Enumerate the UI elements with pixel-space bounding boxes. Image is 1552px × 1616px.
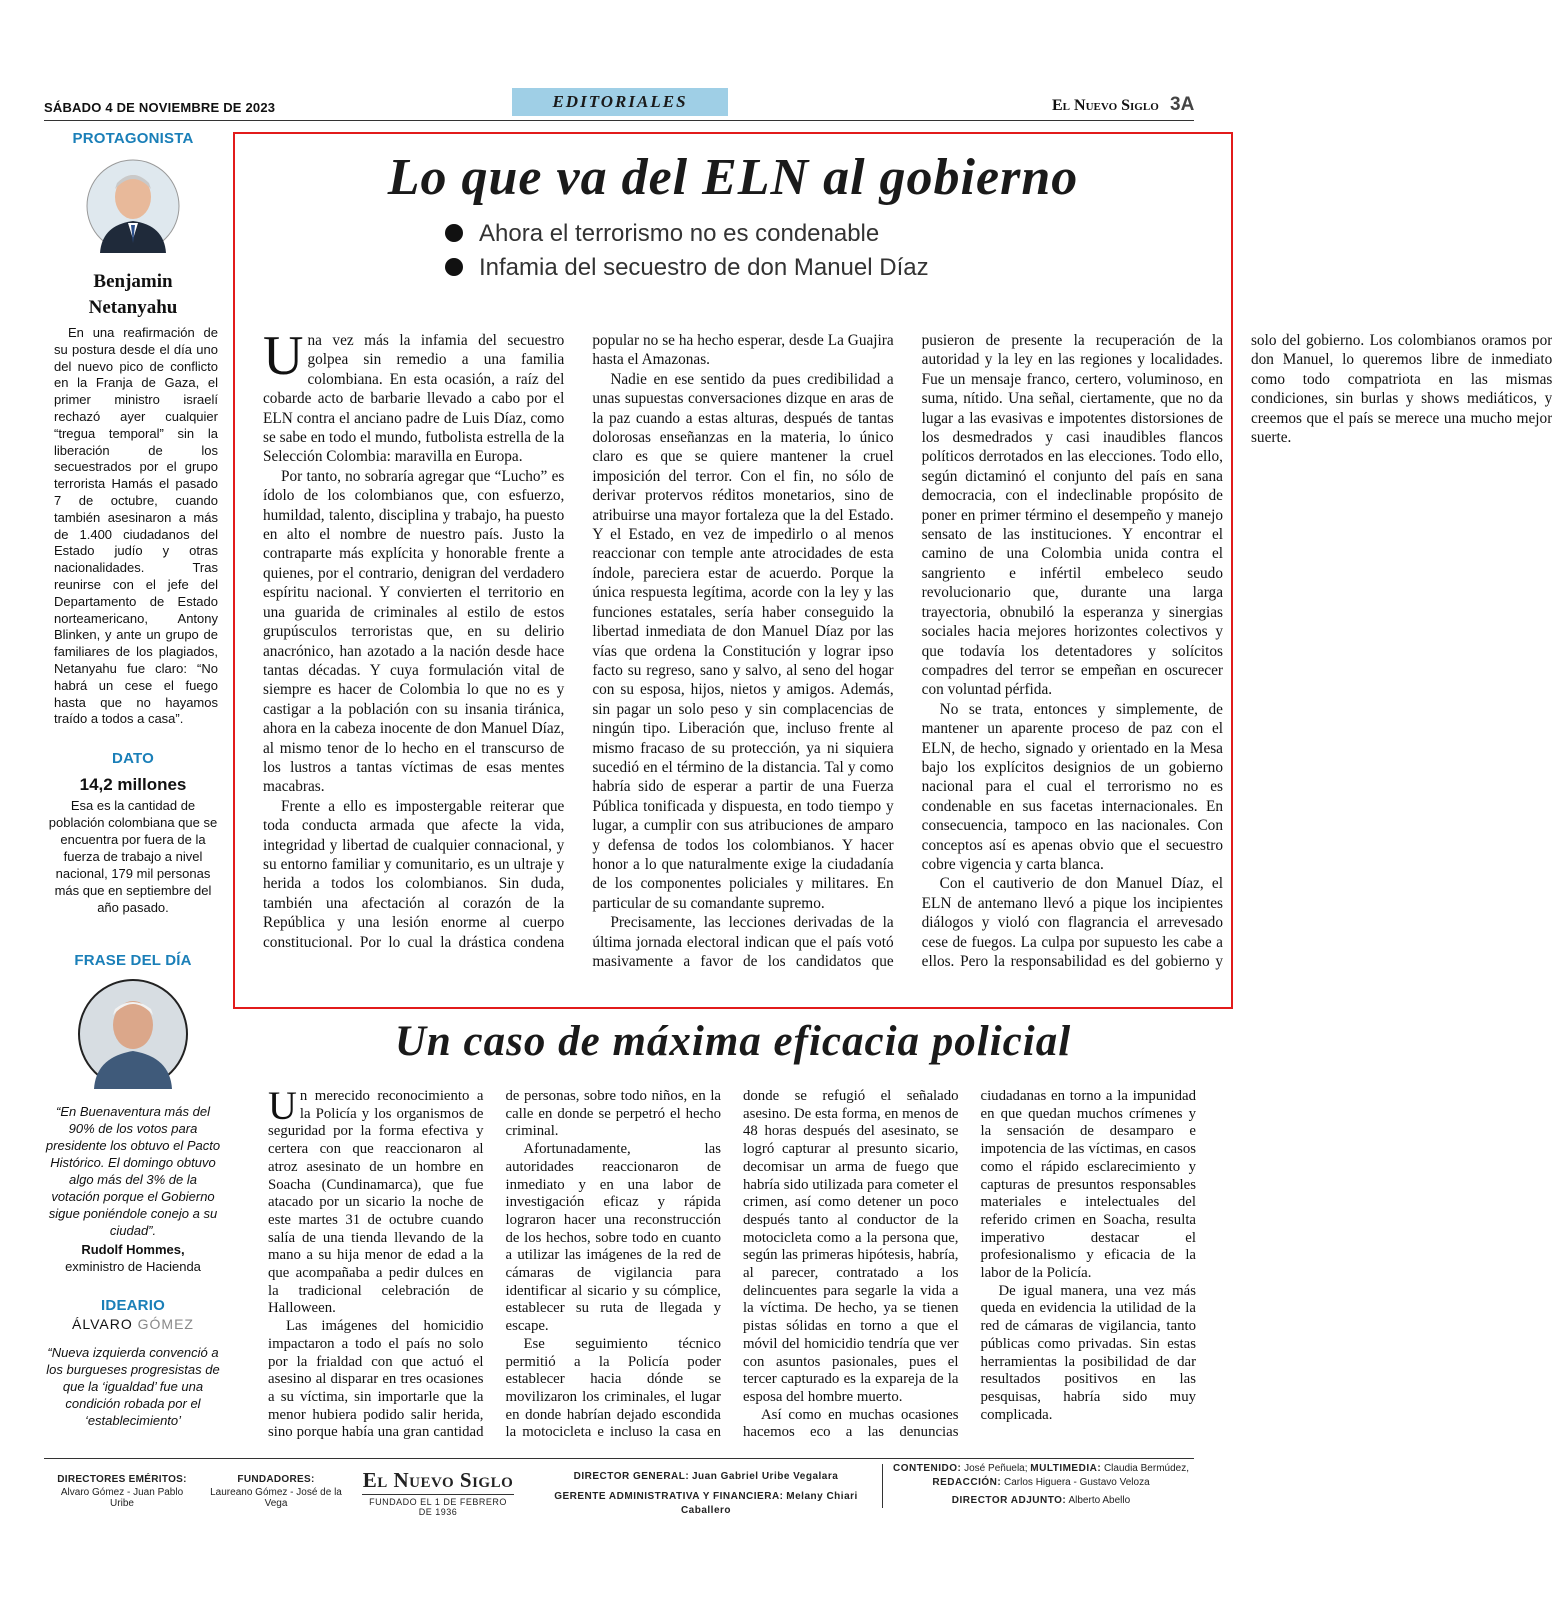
header-rule [44,120,1194,121]
paragraph: Por tanto, no sobraría agregar que “Lucho” es ídolo de los colombianos que, con esfuerzo, humildad, talento, disciplina y trabajo, ha puesto en alto el nombre de nuestro país. Justo la contraparte más explícita y honorable frente a quienes, por el contrario, denigran del verdadero espíritu nacional. Y convierten el territorio en una guarida de criminales al estilo de estos grupúsculos terroristas que, en su delirio anacrónico, han azotado a la nación desde hace tantas décadas. Y cuya formulación vital de siempre es hacer de Colombia lo que no es y castigar a la población con su insania tiránica, ahora en la cabeza inocente de don Manuel Díaz, al mismo tenor de lo hecho en el transcurso de los lustros a tantas víctimas de esas mentes macabras. [263,467,565,796]
paragraph: No se trata, entonces y simplemente, de mantener un aparente proceso de paz con el ELN, de hecho, signado y orientado en la Mesa bajo los explícitos designios de un gobierno nacional para el cual el terrorismo no es condenable en sus facetas internacionales. En consecuencia, tampoco en las nacionales. Con conceptos así es apenas obvio que el secuestro cobre vigencia y carta blanca. [921,700,1223,873]
frase-photo [78,979,188,1089]
dato-label: DATO [112,750,154,768]
ideario-label: IDEARIO [101,1297,165,1315]
paragraph: Ese seguimiento técnico permitió a la Policía poder establecer hacia dónde se movilizaron los criminales, el lugar en donde habrían dejado escondida la motocicleta e incluso la casa en donde se refugió el señalado asesino. De esta forma, en menos de 48 horas después del asesinato, se logró capturar al presunto sicario, decomisar un arma de fuego que habría sido utilizada para cometer el crimen, así como detener un poco después tanto al conductor de la motocicleta como a la persona que, según las primeras hipótesis, habría, al parecer, contratado a los delincuentes para segarle la vida a la víctima. De hecho, ya se tienen pistas sólidas en torno a que el móvil del homicidio tendría que ver con asuntos pasionales, pues el tercer capturado es la expareja de la esposa del hombre muerto. [505,1088,959,1441]
protagonista-label: PROTAGONISTA [72,130,194,147]
paragraph: Así como en muchas ocasiones hacemos eco a las denuncias ciudadanas en torno a la impunidad en que quedan muchos crímenes y la sensación de desamparo e impotencia de las víctimas, en casos como el rápido esclarecimiento y capturas de presuntos responsables materiales e intelectuales del referido crimen en Soacha, resulta imperativo destacar el profesionalismo y eficacia de la labor de la Policía. [743,1088,1196,1441]
footer-emeritos: DIRECTORES EMÉRITOS: Alvaro Gómez - Juan Pablo Uribe [57,1474,187,1509]
section-tag: EDITORIALES [512,88,728,116]
protagonist-name-last: Netanyahu [88,297,178,318]
page-number: 3A [1170,94,1195,115]
footer-fundadores: FUNDADORES: Laureano Gómez - José de la Vega [210,1474,342,1509]
footer-divider [882,1464,883,1508]
paragraph: Un merecido reconocimiento a la Policía y los organismos de seguridad por la forma efectiva y certera con que reaccionaron al atroz asesinato de un hombre en Soacha (Cundinamarca), que fue atacado por un sicario la noche de este martes 31 de octubre cuando salía de una tienda llevando de la mano a su hija menor de edad a la que acompañaba a pedir dulces en la tradicional celebración de Halloween. [268,1083,484,1317]
portrait-icon [86,159,180,253]
ideario-quote: “Nueva izquierda convenció a los burgueses progresistas de que la ‘igualdad’ fue una condición robada por el ‘establecimiento’ [46,1345,220,1429]
frase-label: FRASE DEL DÍA [74,952,192,970]
paragraph: Con el cautiverio de don Manuel Díaz, el ELN de antemano llevó a pique los incipientes diálogos y violó con flagrancia el arrevesado cese de fuegos. La culpa por supuesto les cabe a ellos. Pero la responsabilidad es del gobierno y solo del gobierno. Los colombianos oramos por don Manuel, lo queremos libre de inmediato como todo compatriota en las mismas condiciones, sin burlas y shows mediáticos, y creemos que el país se merece una mucho mejor suerte. [921,332,1552,970]
paragraph: Precisamente, las lecciones derivadas de la última jornada electoral indican que el país votó masivamente a favor de los candidatos que pusieron de presente la recuperación de la autoridad y la ley en las regiones y localidades. Fue un mensaje franco, certero, voluminoso, en suma, nítido. Una señal, ciertamente, que no da lugar a las evasivas e impotentes distorsiones de los desmedrados y casi inaudibles flancos políticos derrotados en las elecciones. Todo ello, según dictaminó el conjunto del país en sana democracia, con el indeclinable propósito de poner en primer término el desempeño y manejo sensato de las instituciones. Y encontrar el camino de una Colombia unida contra el sangriento e infértil embeleco seudo revolucionario que, durante una larga trayectoria, obnubiló la esperanza y sinergias sociales hacia mejores horizontes colectivos y que todavía los detentadores y solícitos compadres del terror se empeñan en oscurecer con voluntad pérfida. [592,332,1223,970]
paragraph: Frente a ello es impostergable reiterar que toda conducta armada que afecte la vida, integridad y libertad de cualquier connacional, y su entorno familiar y comunitario, es un ultraje y herida a todos los colombianos. Sin duda, también una afectación al corazón de la República y una lesión enorme al cuerpo constitucional. Por lo cual la drástica condena popular no se ha hecho esperar, desde La Guajira hasta el Amazonas. [263,332,894,951]
protagonist-text: En una reafirmación de su postura desde el día uno del nuevo pico de conflicto en la Franja de Gaza, el primer ministro israelí rechazó ayer cualquier “tregua temporal” sin la liberación de los secuestrados por el grupo terrorista Hamás el pasado 7 de octubre, cuando también asesinaron a más de 1.400 ciudadanos del Estado judío y otras nacionalidades. Tras reunirse con el jefe del Departamento de Estado norteamericano, Antony Blinken, y ante un grupo de familiares de los plagiados, Netanyahu fue claro: “No habrá un cese el fuego hasta que no hayamos traído a todos a casa”. [54,325,218,727]
ideario-name: ÁLVARO GÓMEZ [72,1316,194,1333]
editorial2-body [268,1083,1196,1446]
sidebar [44,130,222,1429]
dato-value: 14,2 millones [79,775,187,795]
drop-cap: U [268,1083,297,1128]
footer-direction: DIRECTOR GENERAL: Juan Gabriel Uribe Vegalara GERENTE ADMINISTRATIVA Y FINANCIERA: Melany Chiari Caballero [554,1471,858,1516]
editorial-subtitle-1: Ahora el terrorismo no es condenable [445,220,879,248]
paragraph: Las imágenes del homicidio impactaron a todo el país no solo por la frialdad con que actuó el asesino al disparar en tres ocasiones a su víctima, sin importarle que la menor hubiera podido salir herida, sino porque había una gran cantidad de personas, sobre todo niños, en la calle en donde se perpetró el hecho criminal. [268,1088,721,1441]
masthead-brand: El Nuevo Siglo [1052,97,1159,114]
editorial-body [263,325,1552,981]
paragraph: Nadie en ese sentido da pues credibilidad a unas supuestas conversaciones dizque en aras de la paz cuando a estas alturas, después de tantas dolorosas enseñanzas en la materia, lo único claro es que se quiere mantener la cruel imposición del terror. Con el fin, no sólo de derivar protervos réditos monetarios, sino de atribuirse una mayor fortaleza que la del Estado. Y el Estado, en vez de impedirlo o al menos reaccionar con temple ante atrocidades de esta índole, pareciera estar de acuerdo. Porque la única respuesta legítima, acorde con la ley y las funciones estatales, sería haber conseguido la libertad inmediata de don Manuel Díaz por las vías que ordena la Constitución y lograr ipso facto su regreso, sano y salvo, al seno del hogar con su esposa, hijos, nietos y amigos. Además, sin pagar un solo peso y sin complacencias de ningún tipo. Liberación que, incluso frente al mismo fracaso de su protección, ya ni siquiera sucedió en el término de la distancia. Tal y como habría sido de esperar a partir de una Fuerza Pública tonificada y dispuesta, en todo tiempo y lugar, a cumplir con sus atribuciones de amparo y defensa de todos los colombianos. Y hacer honor a lo que naturalmente exige la ciudadanía de los componentes policiales y militares. En particular de su comandante supremo. [592,370,894,912]
protagonist-photo [86,159,180,253]
paragraph: Afortunadamente, las autoridades reaccionaron de inmediato y en una labor de investigación eficaz y rápida lograron hacer una reconstrucción de los hechos, sobre todo en cuanto a utilizar las imágenes de la red de cámaras de vigilancia para identificar al sicario y su cómplice, establecer su ruta de llegada y escape. [505,1141,721,1335]
paragraph: Una vez más la infamia del secuestro golpea sin remedio a una familia colombiana. En esta ocasión, a raíz del cobarde acto de barbarie llevado a cabo por el ELN contra el anciano padre de Luis Díaz, como se sabe en todo el mundo, futbolista estrella de la Selección Colombia: maravilla en Europa. [263,325,565,466]
portrait-icon [78,979,188,1089]
dato-text: Esa es la cantidad de población colombiana que se encuentra por fuera de la fuerza de trabajo a nivel nacional, 179 mil personas más que en septiembre del año pasado. [48,798,218,916]
protagonist-name-first: Benjamin [93,271,173,292]
editorial-subtitle-2: Infamia del secuestro de don Manuel Díaz [445,254,929,282]
edition-date: SÁBADO 4 DE NOVIEMBRE DE 2023 [44,100,276,115]
footer-editors: CONTENIDO: José Peñuela; MULTIMEDIA: Claudia Bermúdez, REDACCIÓN: Carlos Higuera - Gustavo Veloza DIRECTOR ADJUNTO: Alberto Abello [893,1463,1189,1506]
frase-quote: “En Buenaventura más del 90% de los votos para presidente los obtuvo el Pacto Histórico. El domingo obtuvo algo más del 3% de la votación porque el Gobierno sigue poniéndole conejo a su ciudad”. [45,1104,221,1239]
bullet-icon [445,224,463,242]
footer-brand: El Nuevo Siglo FUNDADO EL 1 DE FEBRERO DE 1936 [362,1468,514,1517]
editorial-title: Lo que va del ELN al gobierno [387,149,1079,206]
frase-author: Rudolf Hommes, [81,1242,185,1258]
bullet-icon [445,258,463,276]
footer-rule [44,1458,1194,1459]
paragraph: De igual manera, una vez más queda en evidencia la utilidad de la red de cámaras de vigilancia, tanto públicas como privadas. Sin estas herramientas la posibilidad de dar resultados positivos en las pesquisas, habría sido muy complicada. [980,1282,1196,1423]
drop-cap: U [263,325,304,387]
editorial2-title: Un caso de máxima eficacia policial [394,1018,1072,1065]
editorial-main [233,132,1552,1009]
frase-author-role: exministro de Hacienda [65,1259,201,1275]
